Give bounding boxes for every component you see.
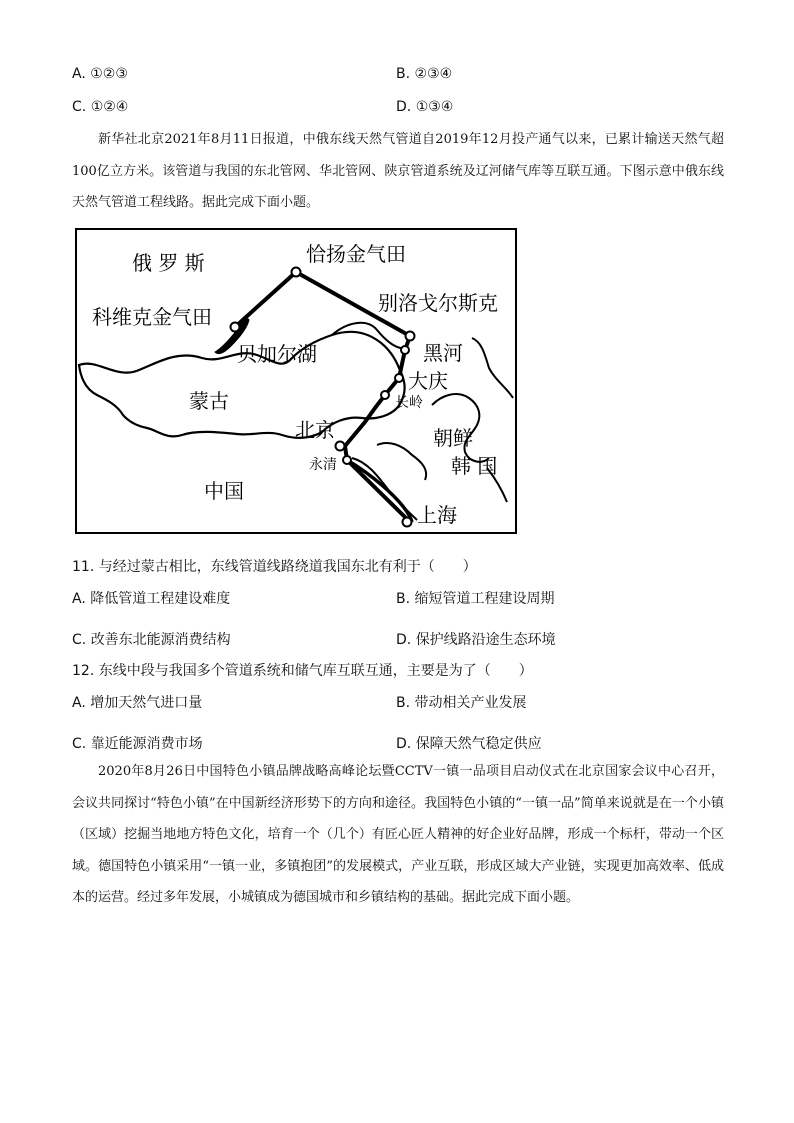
label-baikal: 贝加尔湖 [237, 342, 317, 366]
option-text: 靠近能源消费市场 [90, 736, 203, 752]
q11-option-c [72, 629, 231, 649]
label-russia: 俄 罗 斯 [132, 251, 205, 275]
option-text: ②③④ [414, 66, 453, 82]
passage-pipeline: 新华社北京2021年8月11日报道，中俄东线天然气管道自2019年12月投产通气以来，已累计输送天然气超100亿立方米。该管道与我国的东北管网、华北管网、陕京管道系统及辽河储气库等互联互通。下图示意中俄东线天然气管道工程线路。据此完成下面小题。 [72, 132, 724, 210]
option-letter: B. [396, 591, 411, 607]
q12-stem: 12. 东线中段与我国多个管道系统和储气库互联互通，主要是为了（ ） [72, 663, 533, 679]
option-letter: B. [396, 695, 411, 711]
label-heihe: 黑河 [423, 341, 463, 365]
q12-option-a [72, 692, 202, 712]
option-text: 缩短管道工程建设周期 [414, 591, 555, 607]
option-text: ①②④ [90, 99, 129, 115]
label-chayanda: 恰扬金气田 [306, 242, 406, 266]
option-letter: A. [72, 695, 86, 711]
label-rok: 韩 国 [451, 454, 498, 478]
option-letter: C. [72, 99, 87, 115]
option-letter: D. [396, 736, 412, 752]
q12-option-d [396, 733, 542, 753]
label-changling: 长岭 [395, 395, 423, 411]
prev-option-d [396, 99, 453, 115]
option-text: ①③④ [415, 99, 454, 115]
kovykta-point [231, 323, 240, 332]
daqing-point [395, 374, 403, 382]
passage-towns: 2020年8月26日中国特色小镇品牌战略高峰论坛暨CCTV一镇一品项目启动仪式在北京国家会议中心召开，会议共同探讨“特色小镇”在中国新经济形势下的方向和途径。我国特色小镇的“一镇一品”简单来说就是在一个小镇（区域）挖掘当地地方特色文化，培育一个（几个）有匠心匠人精神的好企业好品牌，形成一个标杆，带动一个区域。德国特色小镇采用“一镇一业，多镇抱团”的发展模式，产业互联，形成区域大产业链，实现更加高效率、低成本的运营。经过多年发展，小城镇成为德国城市和乡镇结构的基础。据此完成下面小题。 [72, 764, 724, 905]
chayanda-point [292, 268, 301, 277]
prev-option-c [72, 99, 128, 115]
pipeline-map [75, 228, 517, 534]
option-text: 保障天然气稳定供应 [415, 736, 542, 752]
q12-option-b [396, 692, 527, 712]
changling-point [381, 391, 389, 399]
label-shanghai: 上海 [417, 503, 457, 527]
option-letter: C. [72, 632, 87, 648]
yongqing-point [343, 456, 351, 464]
blagoveshchensk-point [406, 332, 415, 341]
option-text: 增加天然气进口量 [90, 695, 203, 711]
label-blagoveshchensk: 别洛戈尔斯克 [378, 291, 498, 315]
label-kovykta: 科维克金气田 [92, 305, 212, 329]
q11-stem: 11. 与经过蒙古相比，东线管道线路绕道我国东北有利于（ ） [72, 559, 477, 575]
label-yongqing: 永清 [309, 457, 337, 473]
option-letter: A. [72, 591, 86, 607]
q11-option-d [396, 629, 556, 649]
option-letter: A. [72, 66, 86, 82]
prev-option-b [396, 66, 452, 82]
q11-option-a [72, 588, 230, 608]
coastline [472, 338, 513, 398]
label-beijing: 北京 [295, 418, 335, 442]
option-text: 改善东北能源消费结构 [90, 632, 231, 648]
q12-option-c [72, 733, 203, 753]
prev-option-a [72, 66, 128, 82]
option-letter: C. [72, 736, 87, 752]
heihe-point [401, 346, 409, 354]
beijing-point [336, 442, 345, 451]
label-daqing: 大庆 [408, 369, 448, 393]
shanghai-point [403, 518, 412, 527]
option-letter: D. [396, 99, 412, 115]
option-text: 降低管道工程建设难度 [90, 591, 231, 607]
option-letter: B. [396, 66, 411, 82]
coastline [377, 443, 426, 480]
option-text: 带动相关产业发展 [414, 695, 527, 711]
label-korea: 朝鲜 [433, 426, 473, 450]
label-china: 中国 [204, 479, 244, 503]
option-text: ①②③ [90, 66, 128, 82]
option-letter: D. [396, 632, 412, 648]
q11-option-b [396, 588, 555, 608]
label-mongolia: 蒙古 [189, 389, 229, 413]
option-text: 保护线路沿途生态环境 [415, 632, 556, 648]
